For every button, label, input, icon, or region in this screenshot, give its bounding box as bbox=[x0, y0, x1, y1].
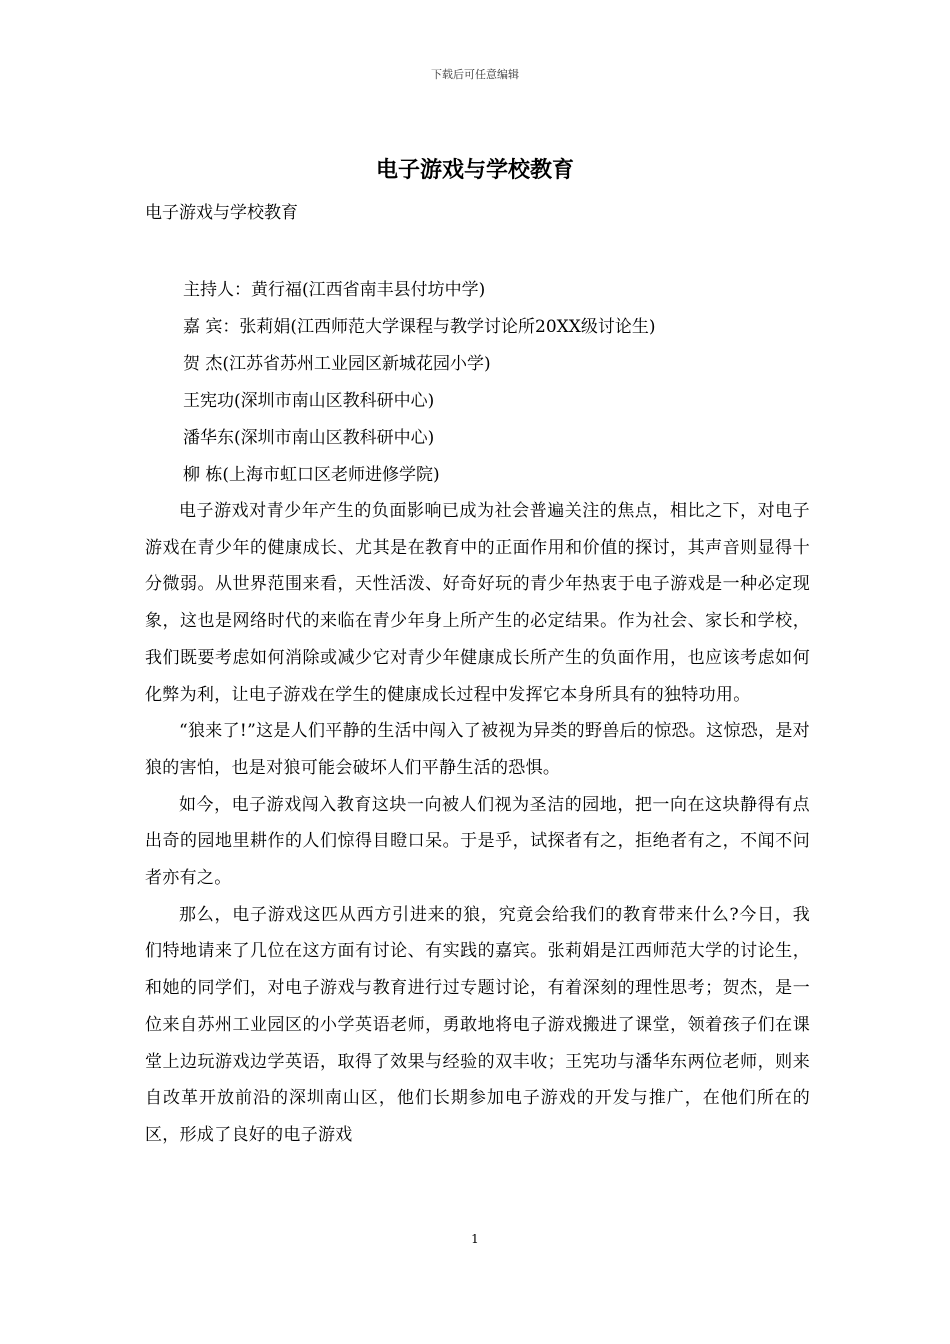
document-title: 电子游戏与学校教育 bbox=[375, 157, 574, 183]
participant-guest: 王宪功(深圳市南山区教科研中心) bbox=[183, 391, 435, 411]
participant-list bbox=[183, 272, 656, 494]
article-body bbox=[145, 493, 810, 1154]
paragraph: “狼来了!”这是人们平静的生活中闯入了被视为异类的野兽后的惊恐。这惊恐，是对狼的害怕，也是对狼可能会破坏人们平静生活的恐惧。 bbox=[145, 721, 810, 778]
paragraph: 电子游戏对青少年产生的负面影响已成为社会普遍关注的焦点，相比之下，对电子游戏在青少年的健康成长、尤其是在教育中的正面作用和价值的探讨，其声音则显得十分微弱。从世界范围来看，天性活泼、好奇好玩的青少年热衷于电子游戏是一种必定现象，这也是网络时代的来临在青少年身上所产生的必定结果。作为社会、家长和学校，我们既要考虑如何消除或减少它对青少年健康成长所产生的负面作用，也应该考虑如何化弊为利，让电子游戏在学生的健康成长过程中发挥它本身所具有的独特功用。 bbox=[145, 501, 810, 705]
header-note: 下载后可任意编辑 bbox=[431, 68, 519, 81]
participant-guest: 潘华东(深圳市南山区教科研中心) bbox=[183, 428, 435, 448]
document-subtitle: 电子游戏与学校教育 bbox=[145, 203, 298, 223]
participant-host: 主持人：黄行福(江西省南丰县付坊中学) bbox=[183, 280, 486, 300]
paragraph: 如今，电子游戏闯入教育这块一向被人们视为圣洁的园地，把一向在这块静得有点出奇的园地里耕作的人们惊得目瞪口呆。于是乎，试探者有之，拒绝者有之，不闻不问者亦有之。 bbox=[145, 794, 810, 889]
participant-guest: 嘉 宾：张莉娟(江西师范大学课程与教学讨论所20XX级讨论生) bbox=[183, 317, 656, 337]
paragraph: 那么，电子游戏这匹从西方引进来的狼，究竟会给我们的教育带来什么?今日，我们特地请来了几位在这方面有讨论、有实践的嘉宾。张莉娟是江西师范大学的讨论生，和她的同学们，对电子游戏与教育进行过专题讨论，有着深刻的理性思考；贺杰，是一位来自苏州工业园区的小学英语老师，勇敢地将电子游戏搬进了课堂，领着孩子们在课堂上边玩游戏边学英语，取得了效果与经验的双丰收；王宪功与潘华东两位老师，则来自改革开放前沿的深圳南山区，他们长期参加电子游戏的开发与推广，在他们所在的区，形成了良好的电子游戏 bbox=[145, 904, 810, 1145]
participant-guest: 贺 杰(江苏省苏州工业园区新城花园小学) bbox=[183, 354, 491, 374]
participant-guest: 柳 栋(上海市虹口区老师进修学院) bbox=[183, 465, 440, 485]
page-number: 1 bbox=[471, 1232, 479, 1246]
